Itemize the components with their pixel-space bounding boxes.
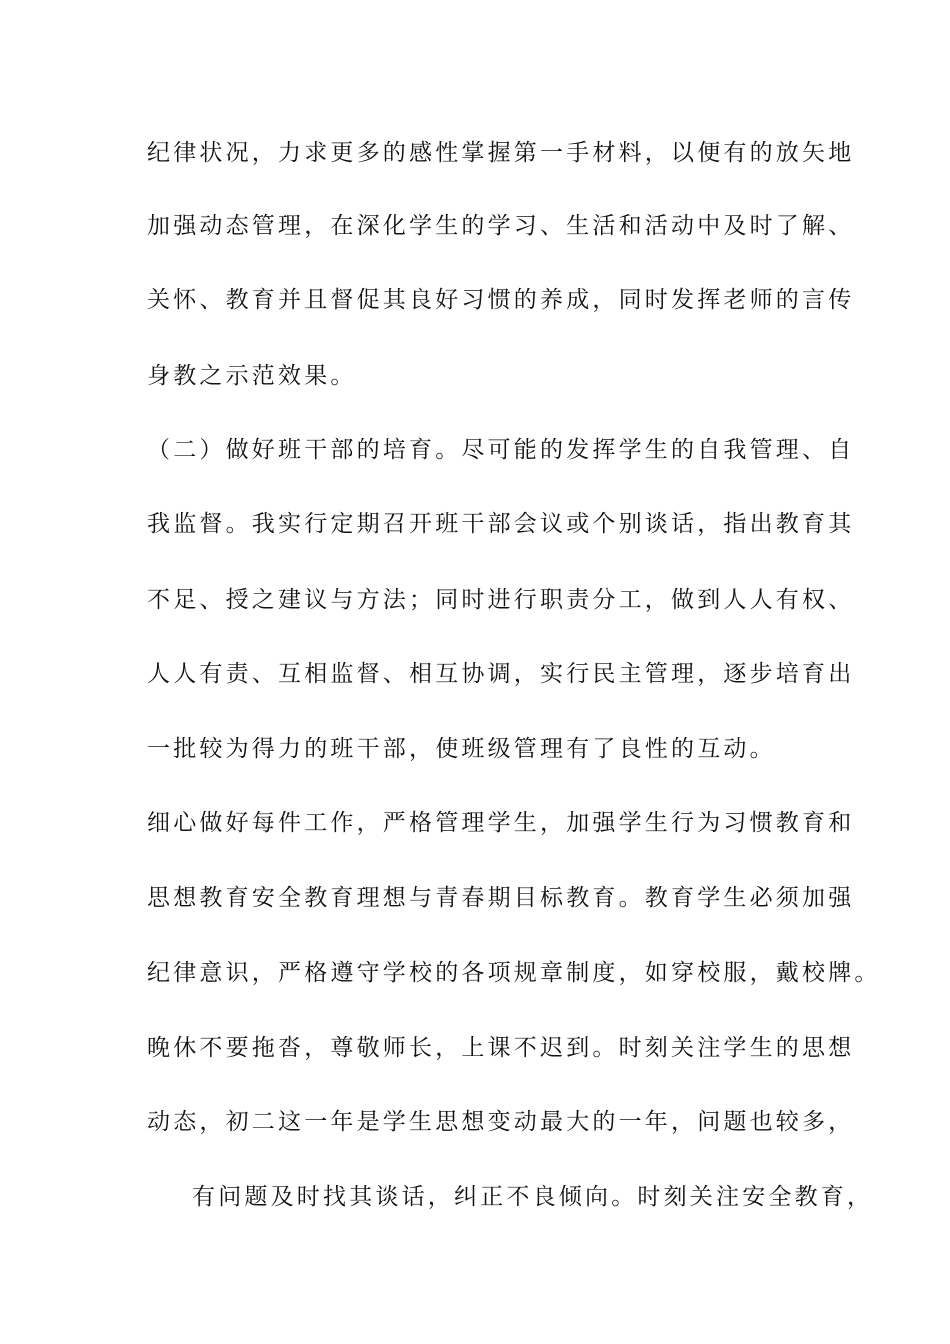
text-line-1: 纪律状况，力求更多的感性掌握第一手材料，以便有的放矢地 xyxy=(147,140,855,166)
text-line-9: 一批较为得力的班干部，使班级管理有了良性的互动。 xyxy=(147,736,776,762)
text-line-2: 加强动态管理，在深化学生的学习、生活和活动中及时了解、 xyxy=(147,213,855,239)
text-line-14: 动态，初二这一年是学生思想变动最大的一年，问题也较多， xyxy=(147,1109,855,1135)
text-line-12: 纪律意识，严格遵守学校的各项规章制度，如穿校服，戴校牌。 xyxy=(147,960,881,986)
text-line-8: 人人有责、互相监督、相互协调，实行民主管理，逐步培育出 xyxy=(147,661,855,687)
text-line-11: 思想教育安全教育理想与青春期目标教育。教育学生必须加强 xyxy=(147,885,855,911)
text-line-15: 有问题及时找其谈话，纠正不良倾向。时刻关注安全教育， xyxy=(192,1184,874,1210)
text-line-7: 不足、授之建议与方法；同时进行职责分工，做到人人有权、 xyxy=(147,587,855,613)
text-line-5: （二）做好班干部的培育。尽可能的发挥学生的自我管理、自 xyxy=(147,437,855,463)
text-line-13: 晚休不要拖沓，尊敬师长，上课不迟到。时刻关注学生的思想 xyxy=(147,1035,855,1061)
text-line-4: 身教之示范效果。 xyxy=(147,363,357,389)
text-line-10: 细心做好每件工作，严格管理学生，加强学生行为习惯教育和 xyxy=(147,810,855,836)
text-line-3: 关怀、教育并且督促其良好习惯的养成，同时发挥老师的言传 xyxy=(147,287,855,313)
text-line-6: 我监督。我实行定期召开班干部会议或个别谈话，指出教育其 xyxy=(147,511,855,537)
